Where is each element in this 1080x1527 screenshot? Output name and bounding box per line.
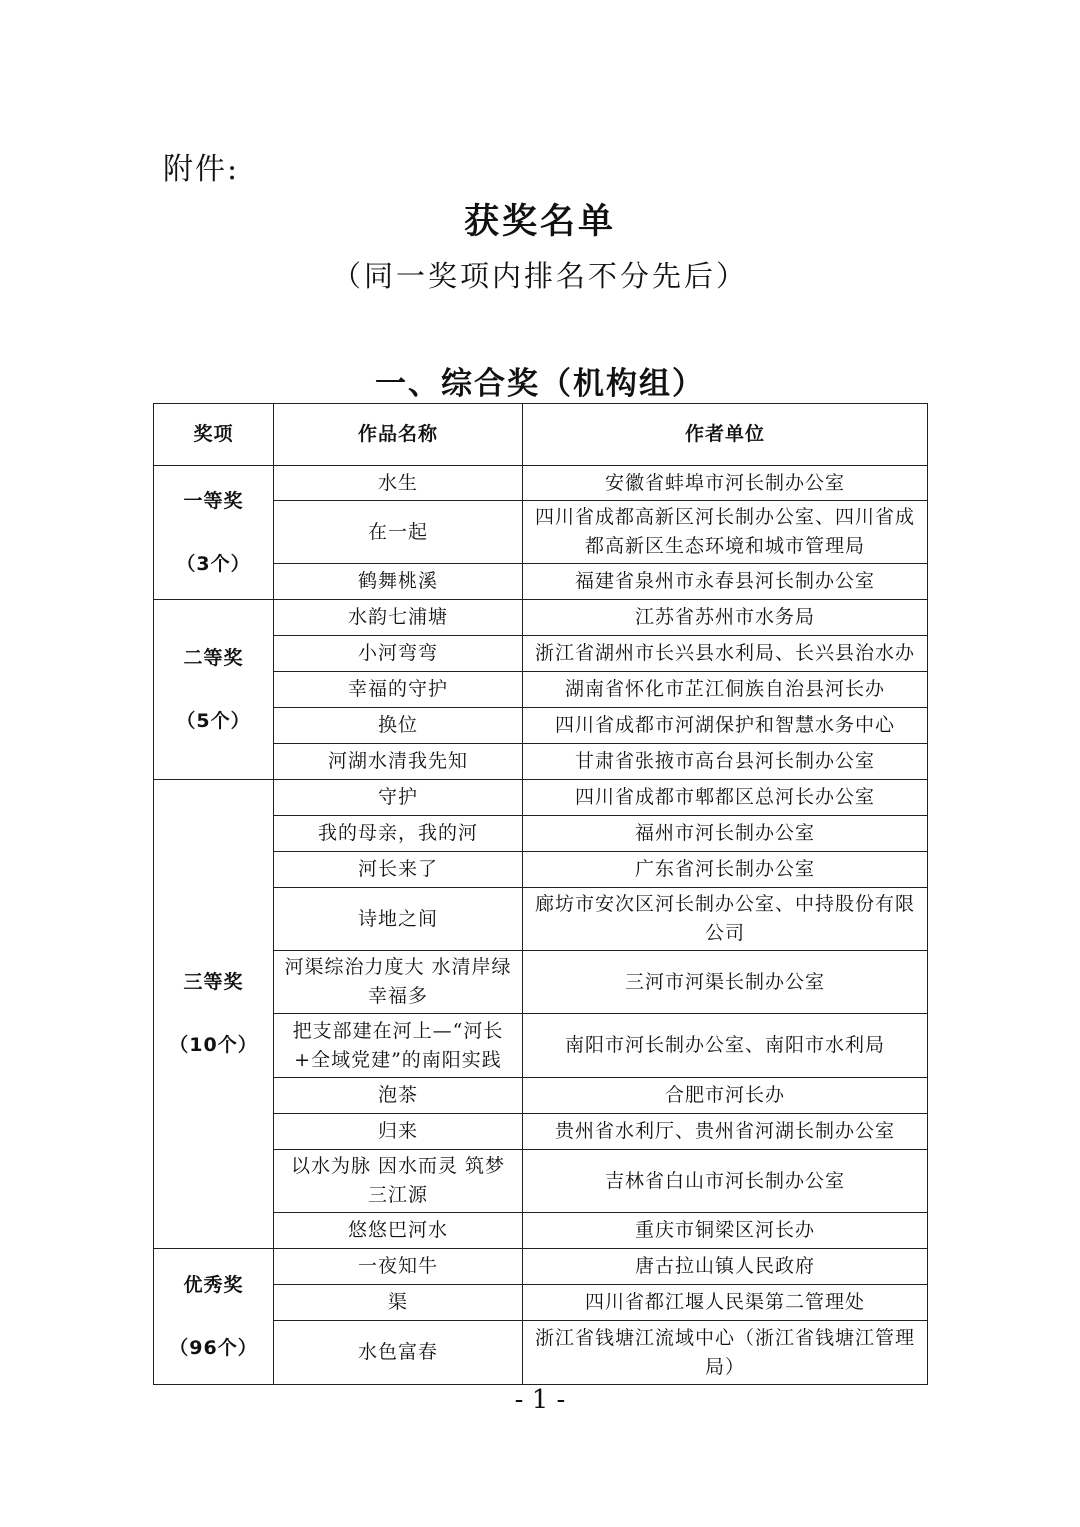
author-unit: 南阳市河长制办公室、南阳市水利局 xyxy=(523,1014,928,1078)
author-unit: 浙江省湖州市长兴县水利局、长兴县治水办 xyxy=(523,636,928,672)
header-award: 奖项 xyxy=(154,404,274,466)
work-title: 守护 xyxy=(274,780,523,816)
author-unit: 重庆市铜梁区河长办 xyxy=(523,1213,928,1249)
award-count: （3个） xyxy=(176,552,251,575)
work-title: 幸福的守护 xyxy=(274,672,523,708)
header-author: 作者单位 xyxy=(523,404,928,466)
work-title: 渠 xyxy=(274,1285,523,1321)
author-unit: 三河市河渠长制办公室 xyxy=(523,951,928,1014)
work-title: 小河弯弯 xyxy=(274,636,523,672)
author-unit: 浙江省钱塘江流域中心（浙江省钱塘江管理局） xyxy=(523,1321,928,1385)
author-unit: 广东省河长制办公室 xyxy=(523,852,928,888)
table-row xyxy=(154,600,928,636)
header-work: 作品名称 xyxy=(274,404,523,466)
attachment-label: 附件: xyxy=(163,152,240,187)
page-subtitle: （同一奖项内排名不分先后） xyxy=(331,259,748,293)
author-unit: 合肥市河长办 xyxy=(523,1078,928,1114)
work-title: 悠悠巴河水 xyxy=(274,1213,523,1249)
table-row xyxy=(154,780,928,816)
work-title: 诗地之间 xyxy=(274,888,523,951)
section-title: 一、综合奖（机构组） xyxy=(375,366,705,402)
work-title: 河渠综治力度大 水清岸绿幸福多 xyxy=(274,951,523,1014)
author-unit: 贵州省水利厅、贵州省河湖长制办公室 xyxy=(523,1114,928,1150)
work-title: 把支部建在河上—“河长+全域党建”的南阳实践 xyxy=(274,1014,523,1078)
award-name: 二等奖 xyxy=(183,646,244,669)
author-unit: 四川省都江堰人民渠第二管理处 xyxy=(523,1285,928,1321)
award-name: 一等奖 xyxy=(183,489,244,512)
work-title: 在一起 xyxy=(274,501,523,564)
work-title: 归来 xyxy=(274,1114,523,1150)
work-title: 河湖水清我先知 xyxy=(274,744,523,780)
author-unit: 廊坊市安次区河长制办公室、中持股份有限公司 xyxy=(523,888,928,951)
work-title: 水色富春 xyxy=(274,1321,523,1385)
work-title: 我的母亲，我的河 xyxy=(274,816,523,852)
author-unit: 唐古拉山镇人民政府 xyxy=(523,1249,928,1285)
page-number: - 1 - xyxy=(514,1385,566,1415)
awards-table xyxy=(153,403,928,1385)
author-unit: 四川省成都高新区河长制办公室、四川省成都高新区生态环境和城市管理局 xyxy=(523,501,928,564)
award-count: （96个） xyxy=(169,1336,258,1359)
page-title: 获奖名单 xyxy=(463,201,616,242)
author-unit: 四川省成都市河湖保护和智慧水务中心 xyxy=(523,708,928,744)
work-title: 换位 xyxy=(274,708,523,744)
author-unit: 四川省成都市郫都区总河长办公室 xyxy=(523,780,928,816)
author-unit: 湖南省怀化市芷江侗族自治县河长办 xyxy=(523,672,928,708)
work-title: 以水为脉 因水而灵 筑梦三江源 xyxy=(274,1150,523,1213)
award-cell-merit xyxy=(154,1249,274,1385)
author-unit: 福建省泉州市永春县河长制办公室 xyxy=(523,564,928,600)
table-row xyxy=(154,1249,928,1285)
author-unit: 福州市河长制办公室 xyxy=(523,816,928,852)
award-cell-third xyxy=(154,780,274,1249)
award-cell-first xyxy=(154,466,274,600)
work-title: 水韵七浦塘 xyxy=(274,600,523,636)
award-name: 优秀奖 xyxy=(183,1273,244,1296)
table-row xyxy=(154,466,928,501)
work-title: 一夜知牛 xyxy=(274,1249,523,1285)
work-title: 泡茶 xyxy=(274,1078,523,1114)
award-cell-second xyxy=(154,600,274,780)
table-header-row xyxy=(154,404,928,466)
award-count: （10个） xyxy=(169,1034,258,1056)
award-name: 三等奖 xyxy=(183,971,244,993)
work-title: 水生 xyxy=(274,466,523,501)
work-title: 鹤舞桃溪 xyxy=(274,564,523,600)
author-unit: 甘肃省张掖市高台县河长制办公室 xyxy=(523,744,928,780)
author-unit: 吉林省白山市河长制办公室 xyxy=(523,1150,928,1213)
award-count: （5个） xyxy=(176,709,251,732)
author-unit: 安徽省蚌埠市河长制办公室 xyxy=(523,466,928,501)
author-unit: 江苏省苏州市水务局 xyxy=(523,600,928,636)
work-title: 河长来了 xyxy=(274,852,523,888)
